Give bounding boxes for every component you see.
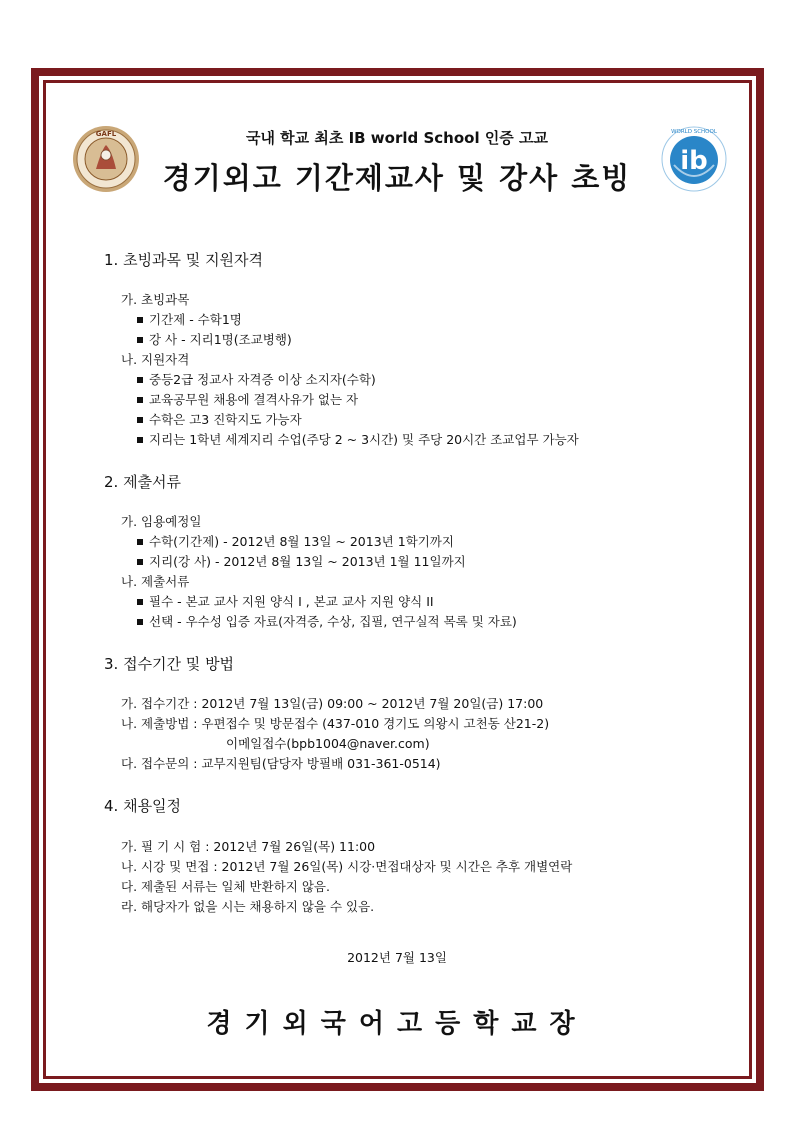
bullet-icon <box>137 539 143 545</box>
page-title: 경기외고 기간제교사 및 강사 초빙 <box>162 161 632 195</box>
s1-item-b3: 수학은 고3 진학지도 가능자 <box>137 410 302 428</box>
s3-item-b: 나. 제출방법 : 우편접수 및 방문접수 (437-010 경기도 의왕시 고천동 산21-2) <box>121 716 550 731</box>
section-1-heading: 1. 초빙과목 및 지원자격 <box>104 251 264 269</box>
ib-letters: ib <box>680 146 708 176</box>
s1-item-b2: 교육공무원 채용에 결격사유가 없는 자 <box>137 390 358 408</box>
bullet-icon <box>137 397 143 403</box>
bullet-icon <box>137 337 143 343</box>
s4-item-d: 라. 해당자가 없을 시는 채용하지 않을 수 있음. <box>121 899 375 914</box>
school-principal-signature: 경기외국어고등학교장 <box>206 1009 588 1039</box>
bullet-icon <box>137 417 143 423</box>
s1-item-b1: 중등2급 정교사 자격증 이상 소지자(수학) <box>137 370 376 388</box>
s2-item-b1: 필수 - 본교 교사 지원 양식 I , 본교 교사 지원 양식 II <box>137 592 434 610</box>
bullet-icon <box>137 377 143 383</box>
s1-item-b: 나. 지원자격 <box>121 352 190 367</box>
s2-item-a1: 수학(기간제) - 2012년 8월 13일 ~ 2013년 1학기까지 <box>137 532 454 550</box>
s4-item-b: 나. 시강 및 면접 : 2012년 7월 26일(목) 시강·면접대상자 및 시간은 추후 개별연락 <box>121 859 573 874</box>
bullet-icon <box>137 317 143 323</box>
bullet-icon <box>137 437 143 443</box>
s1-item-b4: 지리는 1학년 세계지리 수업(주당 2 ~ 3시간) 및 주당 20시간 조교업무 가능자 <box>137 430 579 448</box>
s4-item-c: 다. 제출된 서류는 일체 반환하지 않음. <box>121 879 330 894</box>
bullet-icon <box>137 559 143 565</box>
s1-item-a: 가. 초빙과목 <box>121 292 190 307</box>
seal-text: GAFL <box>95 130 117 138</box>
s3-item-b-cont: 이메일접수(bpb1004@naver.com) <box>226 736 430 751</box>
s2-item-a: 가. 임용예정일 <box>121 514 202 529</box>
s2-item-b2: 선택 - 우수성 입증 자료(자격증, 수상, 집필, 연구실적 목록 및 자료) <box>137 612 517 630</box>
issue-date: 2012년 7월 13일 <box>347 950 447 965</box>
section-3-heading: 3. 접수기간 및 방법 <box>104 655 235 673</box>
bullet-icon <box>137 619 143 625</box>
s4-item-a: 가. 필 기 시 험 : 2012년 7월 26일(목) 11:00 <box>121 839 376 854</box>
subtitle: 국내 학교 최초 IB world School 인증 고교 <box>245 129 549 147</box>
section-4-heading: 4. 채용일정 <box>104 797 182 815</box>
section-2-heading: 2. 제출서류 <box>104 473 182 491</box>
ib-ring-text: WORLD SCHOOL <box>671 129 717 135</box>
s3-item-a: 가. 접수기간 : 2012년 7월 13일(금) 09:00 ~ 2012년 7월 20일(금) 17:00 <box>121 696 544 711</box>
s2-item-b: 나. 제출서류 <box>121 574 190 589</box>
s3-item-c: 다. 접수문의 : 교무지원팀(담당자 방필배 031-361-0514) <box>121 756 441 771</box>
s1-item-a1: 기간제 - 수학1명 <box>137 310 242 328</box>
s2-item-a2: 지리(강 사) - 2012년 8월 13일 ~ 2013년 1월 11일까지 <box>137 552 466 570</box>
s1-item-a2: 강 사 - 지리1명(조교병행) <box>137 330 292 348</box>
bullet-icon <box>137 599 143 605</box>
